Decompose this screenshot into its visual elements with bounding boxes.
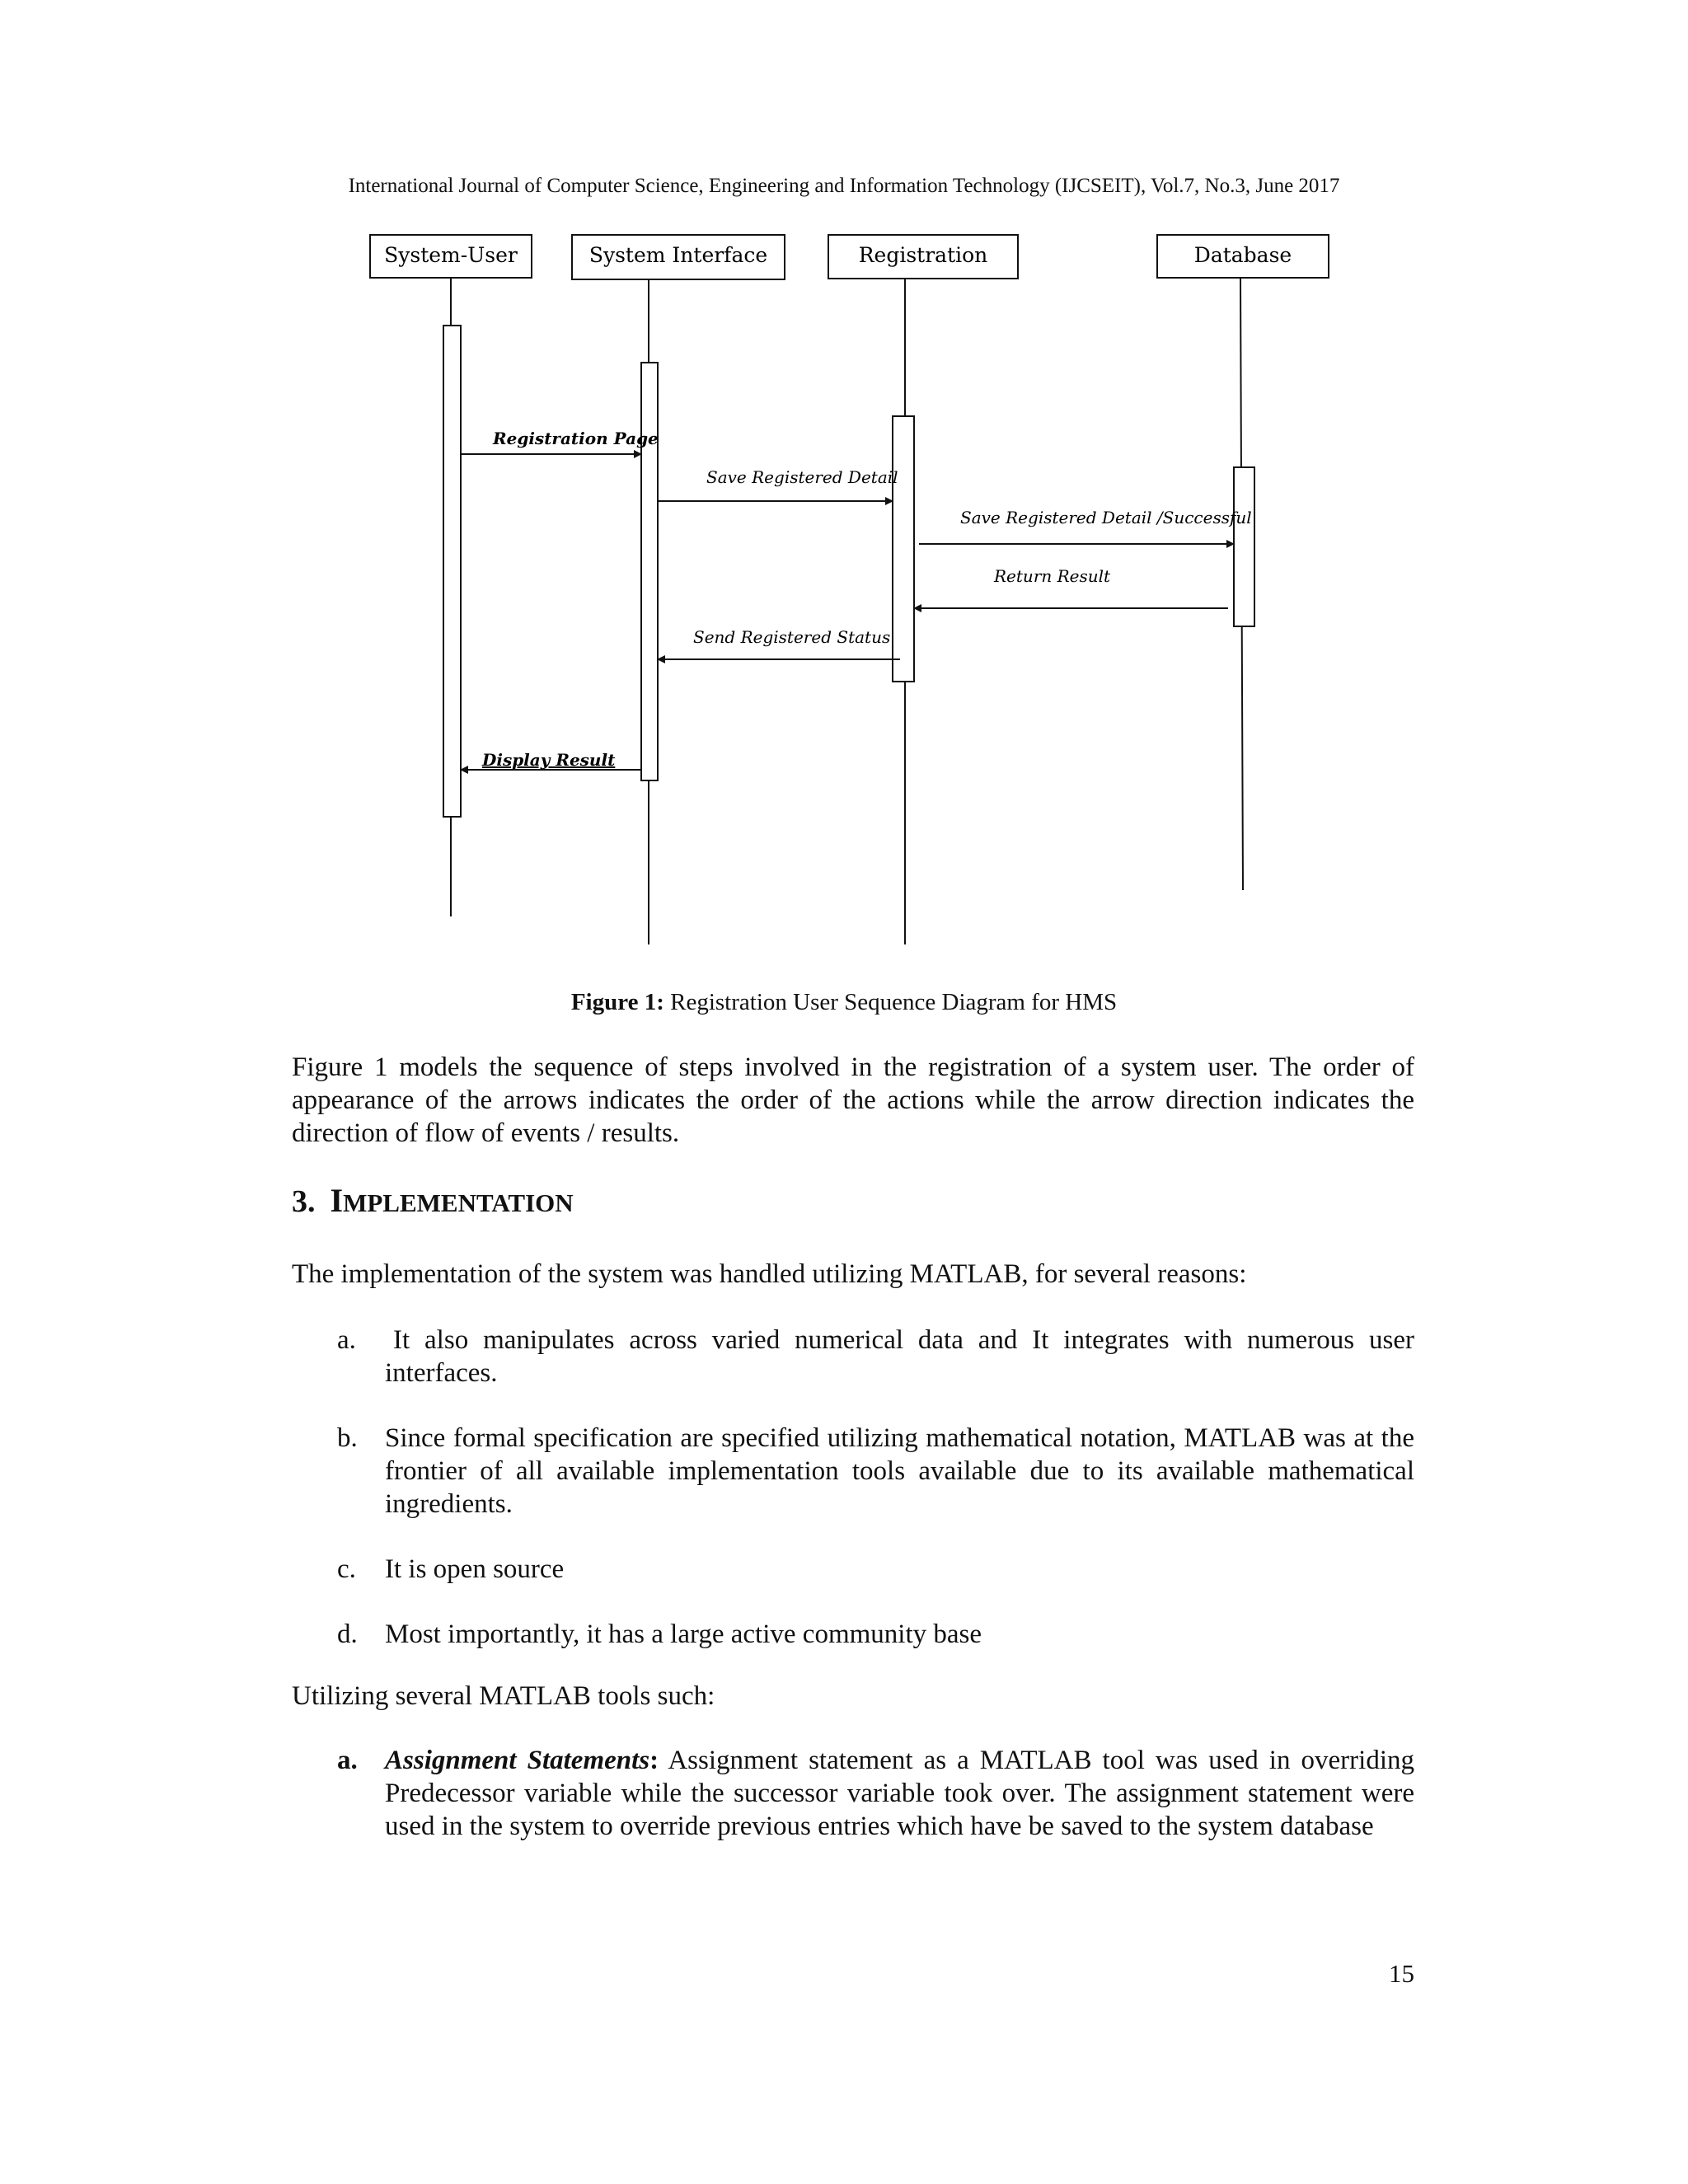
lifeline-label: System Interface <box>588 243 768 267</box>
tool-term: Assignment Statements <box>385 1746 650 1775</box>
lifeline-system-interface <box>572 235 785 944</box>
figure-caption <box>0 989 1688 1016</box>
lifeline-label: System-User <box>384 243 518 267</box>
running-head: International Journal of Computer Science, Engineering and Information Technology (IJCSEIT), Vol.7, No.3, June 2017 <box>348 175 1340 197</box>
list-marker: b. <box>337 1423 358 1453</box>
activation-bar <box>641 363 658 780</box>
activation-bar <box>443 326 461 817</box>
section-title-rest: MPLEMENTATION <box>343 1188 574 1217</box>
message-display-result <box>461 750 641 770</box>
list-marker: c. <box>337 1554 356 1584</box>
implementation-intro: The implementation of the system was handled utilizing MATLAB, for several reasons: <box>292 1259 1247 1289</box>
lifeline-database <box>1157 235 1329 890</box>
tools-intro: Utilizing several MATLAB tools such: <box>292 1681 715 1711</box>
message-registration-page <box>461 429 659 454</box>
message-return-result <box>914 566 1228 608</box>
page-number: 15 <box>1389 1959 1414 1988</box>
message-label: Save Registered Detail <box>706 467 898 487</box>
lifeline-label: Registration <box>858 243 988 267</box>
section-heading <box>292 1181 574 1220</box>
lifeline-system-user <box>370 235 532 916</box>
figure-caption-text: Registration User Sequence Diagram for HMS <box>663 989 1118 1015</box>
message-label: Send Registered Status <box>693 627 891 647</box>
list-item <box>292 1324 1414 1390</box>
figure-caption-label: Figure 1: <box>570 989 664 1015</box>
list-marker: a. <box>337 1325 356 1355</box>
figure-description-paragraph: Figure 1 models the sequence of steps involved in the registration of a system user. The order of appearance of the arrows indicates the order of the actions while the arrow direction indicates the direction of flow of events / results. <box>292 1052 1414 1148</box>
list-item <box>292 1553 1414 1586</box>
list-item <box>292 1618 1414 1651</box>
message-send-registered-status <box>658 627 900 659</box>
message-label: Save Registered Detail /Successful <box>960 508 1252 527</box>
message-save-registered-detail <box>658 467 898 501</box>
message-label: Registration Page <box>493 429 659 448</box>
list-item <box>292 1422 1414 1521</box>
message-save-registered-detail-successful <box>919 508 1252 544</box>
list-item-text: Since formal specification are specified utilizing mathematical notation, MATLAB was at the frontier of all available implementation tools available due to its available mathematical ingredients. <box>385 1423 1414 1519</box>
list-marker: a. <box>337 1746 358 1775</box>
message-label: Display Result <box>482 750 616 770</box>
tool-term-colon: : <box>649 1746 659 1775</box>
section-title-initial: I <box>330 1182 344 1219</box>
list-marker: d. <box>337 1619 358 1649</box>
activation-bar <box>1234 467 1254 626</box>
list-item-text: Most importantly, it has a large active community base <box>385 1619 982 1649</box>
list-item <box>292 1744 1414 1843</box>
lifeline-label: Database <box>1193 243 1292 267</box>
list-item-text: It also manipulates across varied numerical data and It integrates with numerous user interfaces. <box>385 1325 1414 1388</box>
message-label: Return Result <box>994 566 1111 586</box>
sequence-diagram <box>0 0 1688 972</box>
lifeline-registration <box>828 235 1018 944</box>
activation-bar <box>893 416 914 682</box>
list-item-text <box>385 1744 1414 1843</box>
section-number: 3. <box>292 1184 316 1219</box>
list-item-text: It is open source <box>385 1554 565 1584</box>
tool-description: Assignment statement as a MATLAB tool was used in overriding Predecessor variable while the successor variable took over. The assignment statement were used in the system to override previous entries which have be saved to the system database <box>385 1746 1414 1841</box>
